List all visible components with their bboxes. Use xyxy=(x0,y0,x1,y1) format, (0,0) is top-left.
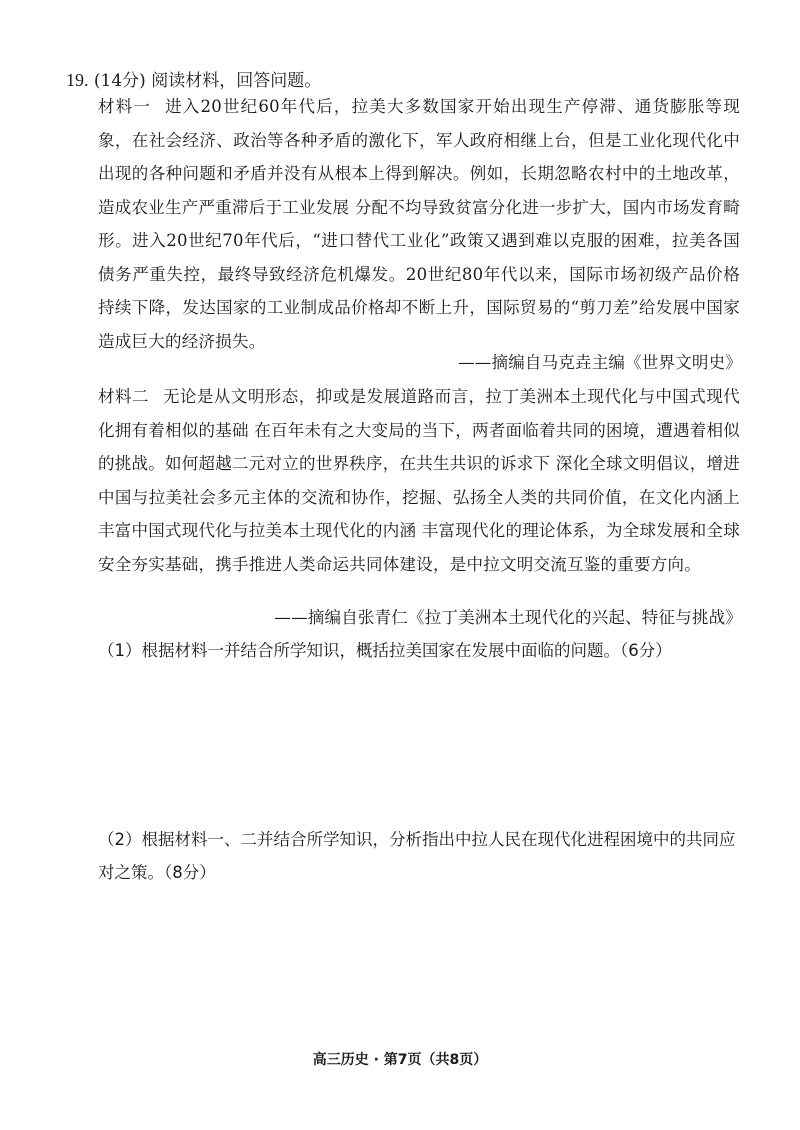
material-one xyxy=(98,90,740,358)
question-score: (14分) xyxy=(93,71,146,91)
sub-question-2: （2）根据材料一、二并结合所学知识，分析指出中拉人民在现代化进程困境中的共同应对之策。（8分） xyxy=(98,830,736,882)
material-two xyxy=(98,380,740,581)
material-one-source: ——摘编自马克垚主编《世界文明史》 xyxy=(458,353,742,372)
material-one-label: 材料一 xyxy=(98,97,152,116)
page-footer: 高三历史 · 第7页（共8页） xyxy=(312,1052,488,1068)
material-two-text: 无论是从文明形态，抑或是发展道路而言，拉丁美洲本土现代化与中国式现代化拥有着相似的基础 在百年未有之大变局的当下，两者面临着共同的困境，遭遇着相似的挑战。如何超越二元对立的世界秩序，在共生共识的诉求下 深化全球文明倡议，增进中国与拉美社会多元主体的交流和协作，挖掘、弘扬全人类的共同价值，在文化内涵上丰富中国式现代化与拉美本土现代化的内涵 丰富现代化的理论体系，为全球发展和全球安全夯实基础，携手推进人类命运共同体建设，是中拉文明交流互鉴的重要方向。 xyxy=(98,387,740,574)
sub-question-1: （1）根据材料一并结合所学知识，概括拉美国家在发展中面临的问题。（6分） xyxy=(98,641,672,660)
material-one-text: 进入20世纪60年代后，拉美大多数国家开始出现生产停滞、通货膨胀等现象，在社会经济、政治等各种矛盾的激化下，军人政府相继上台，但是工业化现代化中出现的各种问题和矛盾并没有从根本上得到解决。例如，长期忽略农村中的土地改革，造成农业生产严重滞后于工业发展 分配不均导致贫富分化进一步扩大，国内市场发育畸形。进入20世纪70年代后，“进口替代工业化”政策又遇到难以克服的困难，拉美各国债务严重失控，最终导致经济危机爆发。20世纪80年代以来，国际市场初级产品价格持续下降，发达国家的工业制成品价格却不断上升，国际贸易的“剪刀差”给发展中国家造成巨大的经济损失。 xyxy=(98,97,741,351)
material-two-label: 材料二 xyxy=(98,387,149,406)
question-instruction: 阅读材料，回答问题。 xyxy=(151,71,322,91)
question-number: 19. xyxy=(66,70,89,90)
material-two-source: ——摘编自张青仁《拉丁美洲本土现代化的兴起、特征与挑战》 xyxy=(274,608,742,627)
